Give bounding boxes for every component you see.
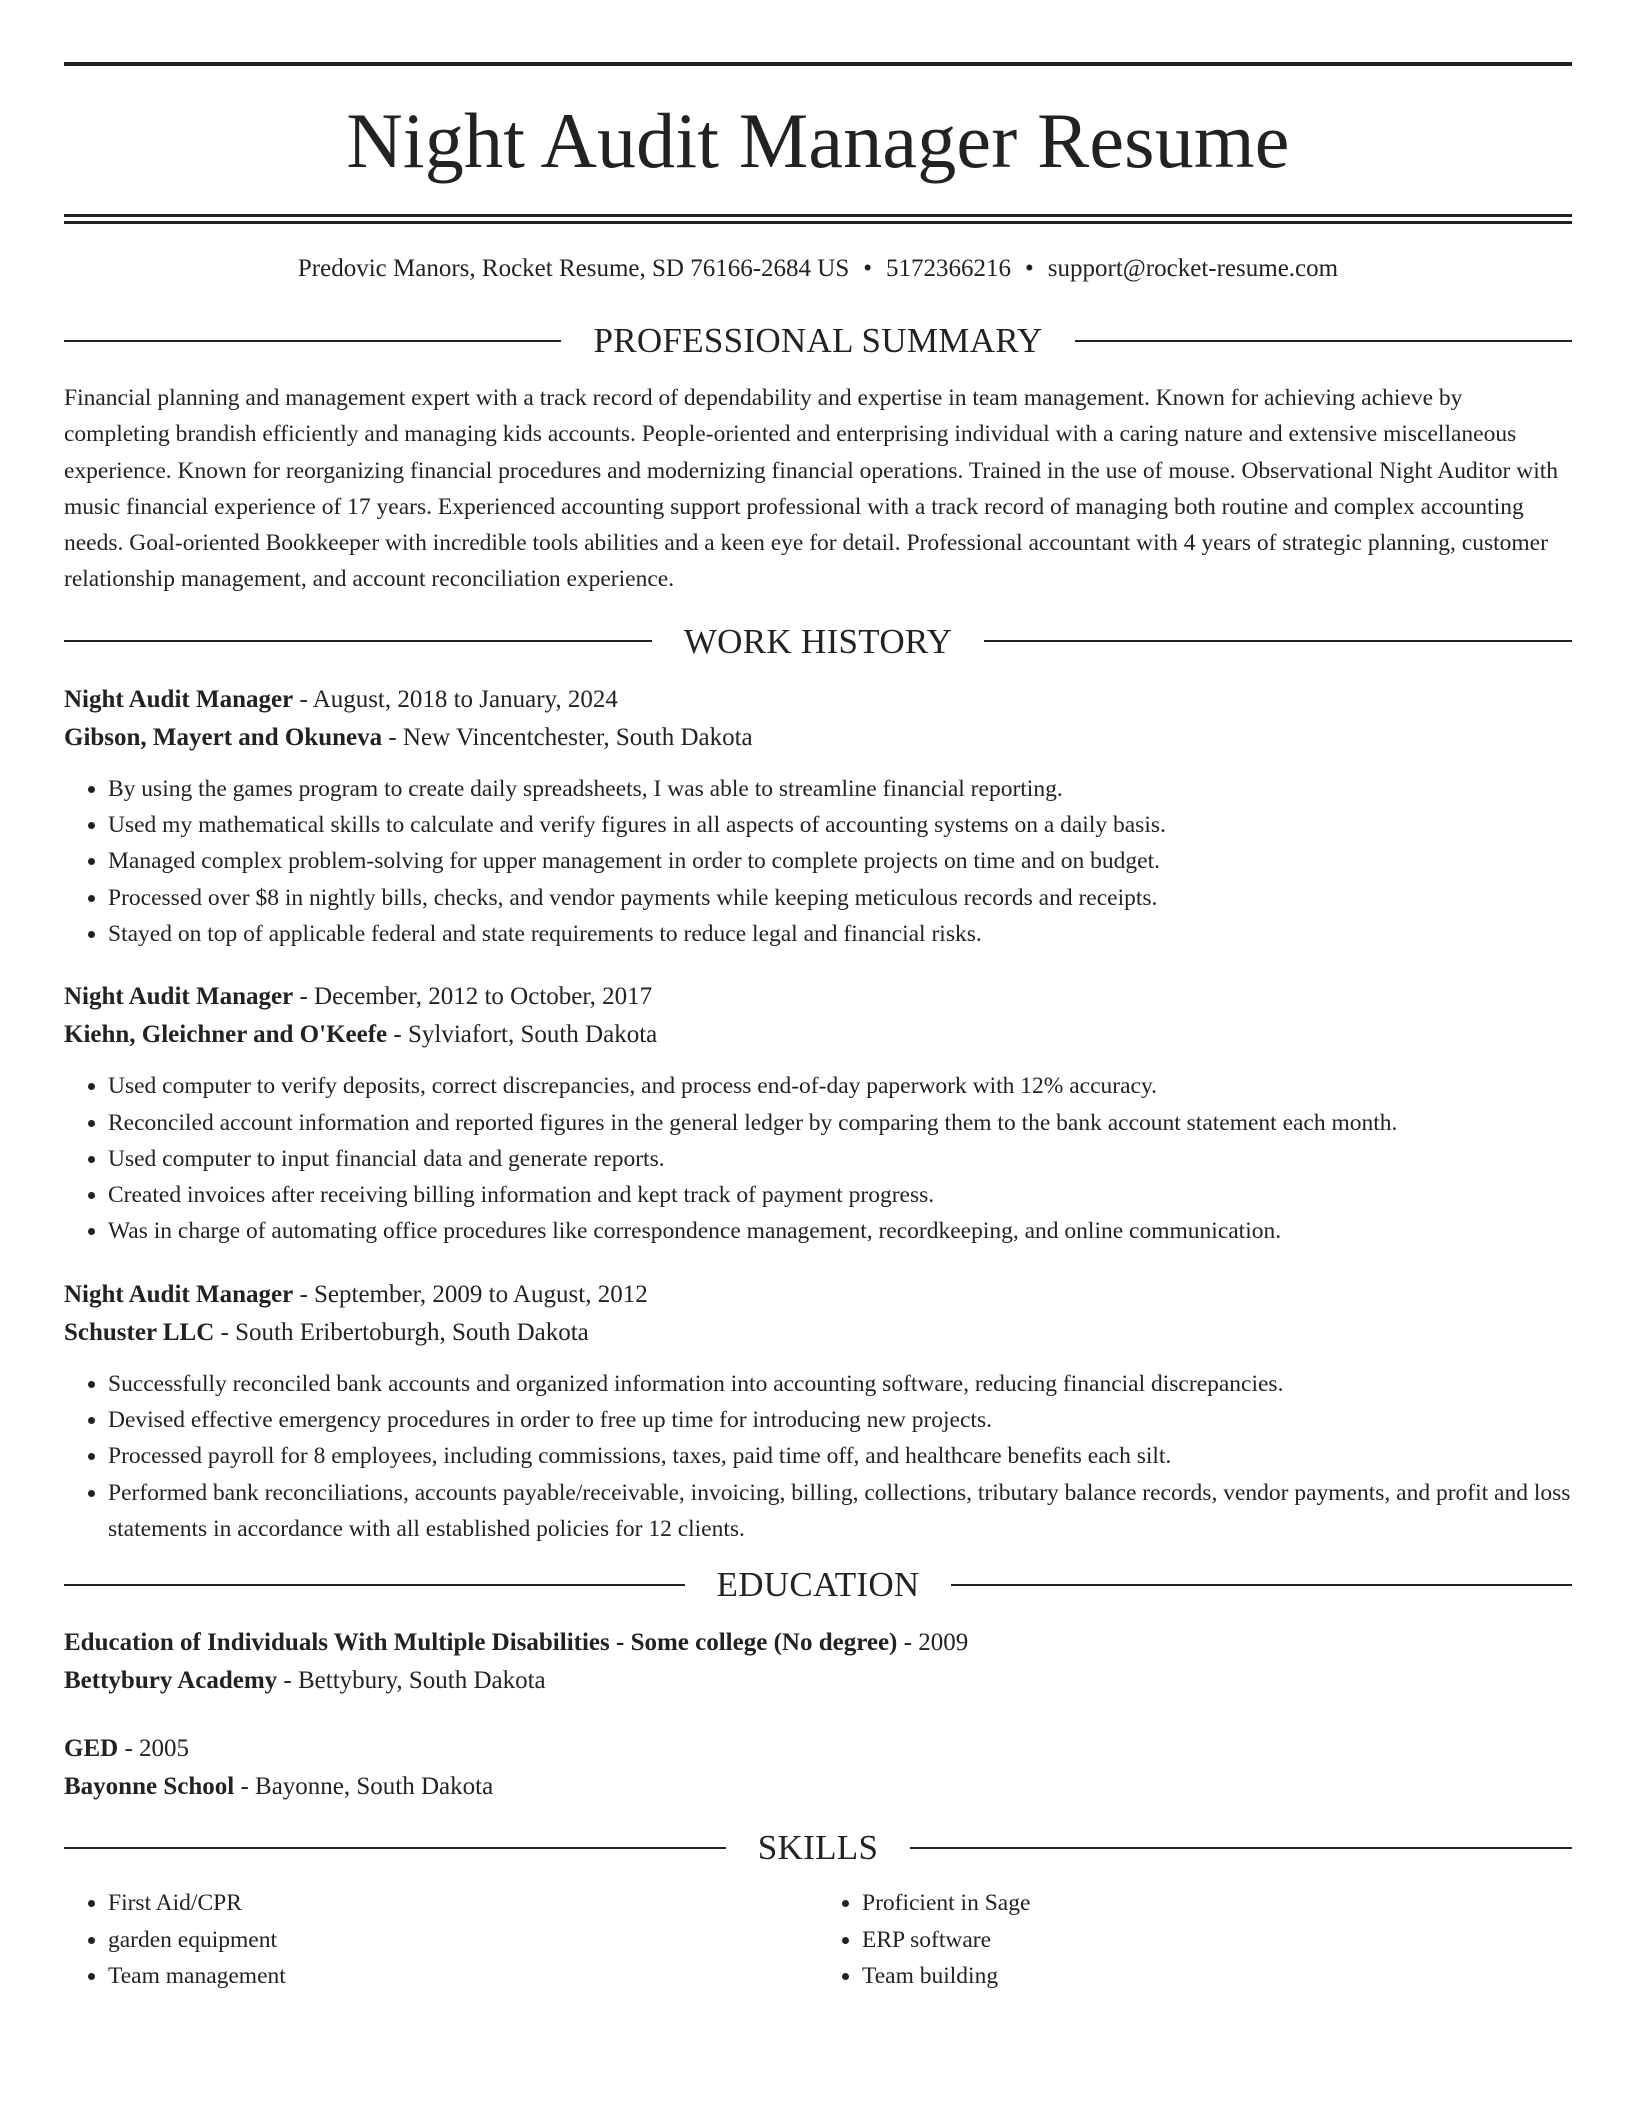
education-school: Bettybury Academy	[64, 1667, 278, 1695]
job-title: Night Audit Manager	[64, 983, 294, 1011]
job-entry	[64, 1276, 1572, 1547]
job-dates: - September, 2009 to August, 2012	[293, 1280, 648, 1308]
list-item: • garden equipment	[108, 1922, 818, 1958]
job-title-line	[64, 978, 1572, 1016]
list-item: • Stayed on top of applicable federal and state requirements to reduce legal and financial risks.	[108, 916, 1572, 952]
job-entry	[64, 978, 1572, 1249]
education-year: - 2009	[897, 1629, 969, 1657]
education-degree-line	[64, 1730, 1572, 1768]
education-list	[64, 1624, 1572, 1806]
education-entry	[64, 1730, 1572, 1806]
skills-list	[64, 1885, 1572, 1994]
heading-rule	[64, 340, 561, 342]
job-location: - New Vincentchester, South Dakota	[382, 723, 753, 751]
heading-rule	[951, 1584, 1572, 1586]
list-item: • Used computer to verify deposits, correct discrepancies, and process end-of-day paperwork with 12% accuracy.	[108, 1068, 1572, 1104]
list-item: • Processed over $8 in nightly bills, checks, and vendor payments while keeping meticulous records and receipts.	[108, 880, 1572, 916]
education-entry	[64, 1624, 1572, 1700]
skills-column-left	[64, 1885, 818, 1994]
education-location: - Bettybury, South Dakota	[277, 1667, 546, 1695]
job-bullets	[64, 771, 1572, 952]
list-item: • Proficient in Sage	[862, 1885, 1572, 1921]
job-bullets	[64, 1366, 1572, 1547]
education-school: Bayonne School	[64, 1773, 235, 1801]
job-title: Night Audit Manager	[64, 1280, 294, 1308]
education-school-line	[64, 1662, 1572, 1700]
list-item: • Performed bank reconciliations, accounts payable/receivable, invoicing, billing, collections, tributary balance records, vendor payments, and profit and loss statements in accordance with all established policies for 12 clients.	[108, 1475, 1572, 1548]
section-heading-skills	[64, 1828, 1572, 1868]
heading-rule	[64, 640, 652, 642]
job-location: - South Eribertoburgh, South Dakota	[214, 1318, 589, 1346]
heading-rule	[64, 1584, 685, 1586]
section-title: WORK HISTORY	[683, 621, 953, 661]
title-double-rule	[64, 214, 1572, 224]
list-item: • Created invoices after receiving billing information and kept track of payment progress.	[108, 1177, 1572, 1213]
job-company: Gibson, Mayert and Okuneva	[64, 723, 383, 751]
contact-separator: •	[1025, 255, 1034, 282]
education-school-line	[64, 1768, 1572, 1806]
job-entry	[64, 681, 1572, 952]
skills-bullets	[818, 1885, 1572, 1994]
job-bullets	[64, 1068, 1572, 1249]
job-title: Night Audit Manager	[64, 685, 294, 713]
skills-bullets	[64, 1885, 818, 1994]
list-item: • By using the games program to create daily spreadsheets, I was able to streamline financial reporting.	[108, 771, 1572, 807]
list-item: • ERP software	[862, 1922, 1572, 1958]
list-item: • Managed complex problem-solving for upper management in order to complete projects on time and on budget.	[108, 843, 1572, 879]
job-title-line	[64, 1276, 1572, 1314]
heading-rule	[984, 640, 1572, 642]
section-title: PROFESSIONAL SUMMARY	[593, 321, 1043, 360]
summary-text: Financial planning and management expert with a track record of dependability and expertise in team management. Known for achieving achieve by completing brandish efficiently and managing kids accounts. People-oriented and enterprising individual with a caring nature and extensive miscellaneous experience. Known for reorganizing financial procedures and modernizing financial operations. Trained in the use of mouse. Observational Night Auditor with music financial experience of 17 years. Experienced accounting support professional with a track record of managing both routine and complex accounting needs. Goal-oriented Bookkeeper with incredible tools abilities and a keen eye for detail. Professional accountant with 4 years of strategic planning, customer relationship management, and account reconciliation experience.	[64, 385, 1559, 593]
list-item: • Was in charge of automating office procedures like correspondence management, recordkeeping, and online communication.	[108, 1213, 1572, 1249]
contact-email: support@rocket-resume.com	[1047, 255, 1339, 282]
list-item: • Used computer to input financial data and generate reports.	[108, 1141, 1572, 1177]
job-dates: - August, 2018 to January, 2024	[293, 685, 618, 713]
job-company: Kiehn, Gleichner and O'Keefe	[64, 1021, 388, 1049]
section-title: EDUCATION	[716, 1565, 920, 1605]
contact-address: Predovic Manors, Rocket Resume, SD 76166-2684 US	[297, 255, 850, 282]
work-history	[64, 681, 1572, 1547]
list-item: • First Aid/CPR	[108, 1885, 818, 1921]
education-year: - 2005	[118, 1735, 190, 1763]
job-company-line	[64, 719, 1572, 757]
list-item: • Reconciled account information and reported figures in the general ledger by comparing them to the bank account statement each month.	[108, 1105, 1572, 1141]
job-dates: - December, 2012 to October, 2017	[293, 983, 653, 1011]
contact-phone: 5172366216	[886, 255, 1012, 282]
list-item: • Successfully reconciled bank accounts and organized information into accounting software, reducing financial discrepancies.	[108, 1366, 1572, 1402]
contact-separator: •	[863, 255, 873, 282]
list-item: • Processed payroll for 8 employees, including commissions, taxes, paid time off, and healthcare benefits each silt.	[108, 1438, 1572, 1474]
section-heading-education	[64, 1565, 1572, 1605]
job-company-line	[64, 1314, 1572, 1352]
education-degree-line	[64, 1624, 1572, 1662]
heading-rule	[910, 1847, 1572, 1849]
list-item: • Team management	[108, 1958, 818, 1994]
list-item: • Devised effective emergency procedures in order to free up time for introducing new projects.	[108, 1402, 1572, 1438]
section-heading-work	[64, 621, 1572, 661]
section-title: SKILLS	[757, 1828, 879, 1868]
list-item: • Team building	[862, 1958, 1572, 1994]
job-company: Schuster LLC	[64, 1318, 215, 1346]
education-location: - Bayonne, South Dakota	[234, 1773, 494, 1801]
education-degree: Education of Individuals With Multiple Disabilities - Some college (No degree)	[64, 1629, 898, 1657]
job-location: - Sylviafort, South Dakota	[387, 1021, 658, 1049]
heading-rule	[64, 1847, 726, 1849]
list-item: • Used my mathematical skills to calculate and verify figures in all aspects of accounting systems on a daily basis.	[108, 807, 1572, 843]
skills-column-right	[818, 1885, 1572, 1994]
job-title-line	[64, 681, 1572, 719]
top-rule	[64, 62, 1572, 66]
heading-rule	[1075, 340, 1572, 342]
contact-line	[64, 256, 1572, 281]
education-degree: GED	[64, 1735, 119, 1763]
resume-title: Night Audit Manager Resume	[346, 97, 1290, 184]
job-company-line	[64, 1016, 1572, 1054]
resume-page	[64, 62, 1572, 1994]
section-heading-summary	[64, 323, 1572, 358]
